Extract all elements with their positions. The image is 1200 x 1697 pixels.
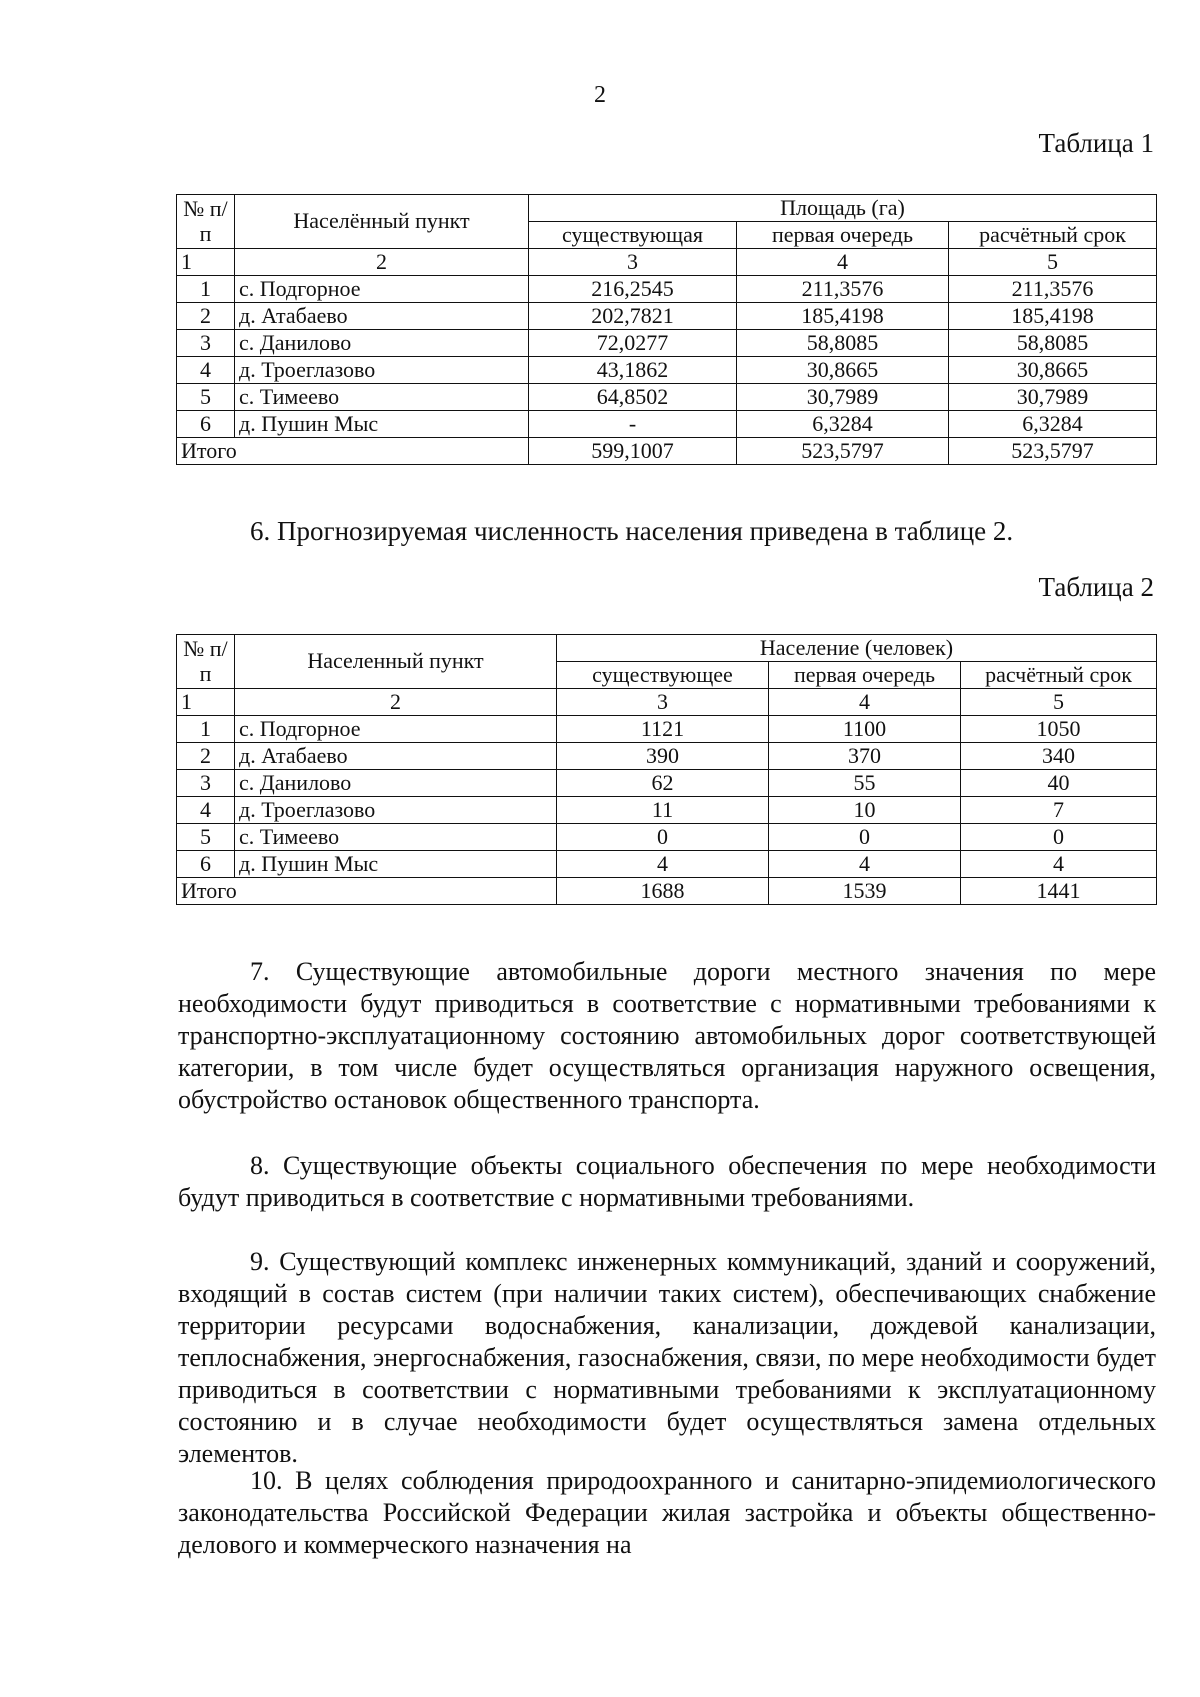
value-first-stage: 1100 [769,716,961,743]
table1-header-first-stage: первая очередь [737,222,949,249]
table2 [176,634,1157,905]
settlement-name: д. Атабаево [235,743,557,770]
value-existing: 43,1862 [529,357,737,384]
paragraph-6: 6. Прогнозируемая численность населения приведена в таблице 2. [250,516,1014,546]
settlement-name: д. Троеглазово [235,357,529,384]
row-number: 1 [177,276,235,303]
value-first-stage: 10 [769,797,961,824]
total-first-stage: 1539 [769,878,961,905]
table1-header-group: Площадь (га) [529,195,1157,222]
value-estimated: 340 [961,743,1157,770]
table-row [177,276,1157,303]
settlement-name: с. Подгорное [235,716,557,743]
settlement-name: д. Троеглазово [235,797,557,824]
settlement-name: с. Тимеево [235,824,557,851]
table-row [177,797,1157,824]
value-first-stage: 185,4198 [737,303,949,330]
table-cell: 4 [737,249,949,276]
table2-index-row [177,689,1157,716]
row-number: 1 [177,716,235,743]
table1 [176,194,1157,465]
value-existing: 72,0277 [529,330,737,357]
table1-caption: Таблица 1 [1038,128,1154,158]
total-estimated: 1441 [961,878,1157,905]
value-first-stage: 370 [769,743,961,770]
table2-header-first-stage: первая очередь [769,662,961,689]
total-label: Итого [177,438,529,465]
row-number: 3 [177,330,235,357]
table-cell: 5 [961,689,1157,716]
value-estimated: 40 [961,770,1157,797]
table-cell: 2 [235,249,529,276]
table1-total-row [177,438,1157,465]
table-row [177,411,1157,438]
row-number: 3 [177,770,235,797]
value-estimated: 58,8085 [949,330,1157,357]
row-number: 4 [177,797,235,824]
table2-header-num: № п/п [177,635,235,689]
table-row [177,851,1157,878]
value-estimated: 1050 [961,716,1157,743]
value-existing: 64,8502 [529,384,737,411]
value-first-stage: 30,7989 [737,384,949,411]
settlement-name: с. Подгорное [235,276,529,303]
row-number: 5 [177,384,235,411]
value-first-stage: 211,3576 [737,276,949,303]
table1-index-row [177,249,1157,276]
paragraph-7: 7. Существующие автомобильные дороги местного значения по мере необходимости будут приводиться в соответствие с нормативными требованиями к транспортно-эксплуатационному состоянию автомобильных дорог соответствующей категории, в том числе будет осуществляться организация наружного освещения, обустройство остановок общественного транспорта. [178,957,1156,1114]
table-cell: 2 [235,689,557,716]
value-estimated: 0 [961,824,1157,851]
table-cell: 1 [177,249,235,276]
table-cell: 3 [529,249,737,276]
value-existing: - [529,411,737,438]
total-label: Итого [177,878,557,905]
table-row [177,716,1157,743]
row-number: 5 [177,824,235,851]
value-estimated: 4 [961,851,1157,878]
table-row [177,303,1157,330]
table-row [177,770,1157,797]
settlement-name: с. Тимеево [235,384,529,411]
table2-header-name: Населенный пункт [235,635,557,689]
settlement-name: с. Данилово [235,330,529,357]
paragraph-9: 9. Существующий комплекс инженерных коммуникаций, зданий и сооружений, входящий в состав систем (при наличии таких систем), обеспечивающих снабжение территории ресурсами водоснабжения, канализации, дождевой канализации, теплоснабжения, энергоснабжения, газоснабжения, связи, по мере необходимости будет приводиться в соответствии с нормативными требованиями к эксплуатационному состоянию и в случае необходимости будет осуществляться замена отдельных элементов. [178,1247,1156,1468]
value-existing: 11 [557,797,769,824]
value-estimated: 185,4198 [949,303,1157,330]
value-estimated: 7 [961,797,1157,824]
table1-header-existing: существующая [529,222,737,249]
table-row [177,357,1157,384]
settlement-name: д. Пушин Мыс [235,851,557,878]
value-estimated: 211,3576 [949,276,1157,303]
table-cell: 4 [769,689,961,716]
settlement-name: д. Пушин Мыс [235,411,529,438]
table2-header-existing: существующее [557,662,769,689]
table-row [177,330,1157,357]
table-cell: 5 [949,249,1157,276]
paragraph-8: 8. Существующие объекты социального обеспечения по мере необходимости будут приводиться в соответствие с нормативными требованиями. [178,1151,1156,1212]
row-number: 6 [177,411,235,438]
paragraph-10: 10. В целях соблюдения природоохранного и санитарно-эпидемиологического законодательства Российской Федерации жилая застройка и объекты общественно-делового и коммерческого назначения на [178,1466,1156,1559]
table-cell: 3 [557,689,769,716]
table2-caption: Таблица 2 [1038,572,1154,602]
table-row [177,743,1157,770]
value-existing: 62 [557,770,769,797]
value-estimated: 6,3284 [949,411,1157,438]
table2-header-group: Население (человек) [557,635,1157,662]
settlement-name: д. Атабаево [235,303,529,330]
value-estimated: 30,8665 [949,357,1157,384]
table1-header-name: Населённый пункт [235,195,529,249]
table1-header-estimated: расчётный срок [949,222,1157,249]
table2-header-estimated: расчётный срок [961,662,1157,689]
page-number: 2 [594,82,606,108]
value-estimated: 30,7989 [949,384,1157,411]
value-existing: 1121 [557,716,769,743]
table-row [177,824,1157,851]
value-first-stage: 4 [769,851,961,878]
row-number: 2 [177,303,235,330]
table-row [177,384,1157,411]
value-first-stage: 0 [769,824,961,851]
total-existing: 599,1007 [529,438,737,465]
row-number: 4 [177,357,235,384]
table-cell: 1 [177,689,235,716]
value-existing: 0 [557,824,769,851]
total-existing: 1688 [557,878,769,905]
table1-header-num: № п/п [177,195,235,249]
settlement-name: с. Данилово [235,770,557,797]
value-first-stage: 6,3284 [737,411,949,438]
value-existing: 202,7821 [529,303,737,330]
total-first-stage: 523,5797 [737,438,949,465]
value-first-stage: 55 [769,770,961,797]
value-existing: 4 [557,851,769,878]
row-number: 6 [177,851,235,878]
value-first-stage: 58,8085 [737,330,949,357]
table2-total-row [177,878,1157,905]
value-existing: 390 [557,743,769,770]
value-first-stage: 30,8665 [737,357,949,384]
row-number: 2 [177,743,235,770]
value-existing: 216,2545 [529,276,737,303]
total-estimated: 523,5797 [949,438,1157,465]
